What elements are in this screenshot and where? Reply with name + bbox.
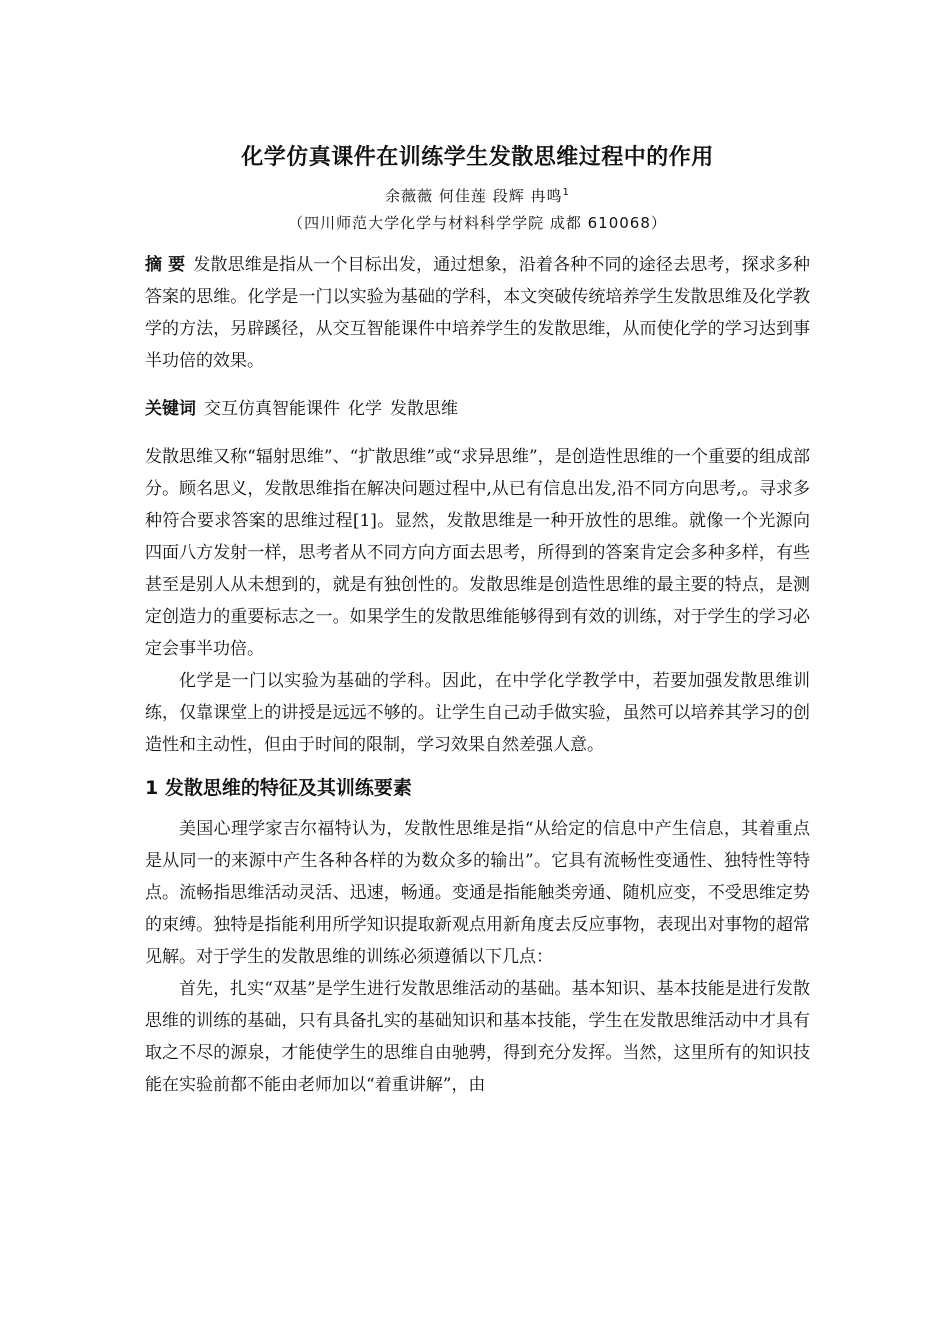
body-paragraph: 化学是一门以实验为基础的学科。因此，在中学化学教学中，若要加强发散思维训练，仅靠课堂上的讲授是远远不够的。让学生自己动手做实验，虽然可以培养其学习的创造性和主动性，但由于时间的限制，学习效果自然差强人意。 bbox=[145, 671, 810, 755]
abstract-text: 发散思维是指从一个目标出发，通过想象，沿着各种不同的途径去思考，探求多种答案的思维。化学是一门以实验为基础的学科，本文突破传统培养学生发散思维及化学教学的方法，另辟蹊径，从交互智能课件中培养学生的发散思维，从而使化学的学习达到事半功倍的效果。 bbox=[145, 255, 811, 371]
paper-title: 化学仿真课件在训练学生发散思维过程中的作用 bbox=[241, 145, 714, 170]
body-paragraph: 美国心理学家吉尔福特认为，发散性思维是指“从给定的信息中产生信息，其着重点是从同一的来源中产生各种各样的为数众多的输出”。它具有流畅性变通性、独特性等特点。流畅指思维活动灵活、迅速，畅通。变通是指能触类旁通、随机应变，不受思维定势的束缚。独特是指能利用所学知识提取新观点用新角度去反应事物，表现出对事物的超常见解。对于学生的发散思维的训练必须遵循以下几点： bbox=[145, 819, 810, 967]
keywords-label: 关键词 bbox=[145, 399, 196, 419]
abstract-label: 摘 要 bbox=[145, 255, 186, 275]
abstract bbox=[145, 249, 810, 377]
keyword: 发散思维 bbox=[390, 399, 458, 419]
authors-text: 余薇薇 何佳莲 段辉 冉鸣 bbox=[385, 187, 563, 205]
paper-page bbox=[145, 130, 810, 1101]
author-list bbox=[145, 185, 810, 206]
keywords bbox=[145, 393, 810, 425]
keyword: 化学 bbox=[348, 399, 382, 419]
body-paragraph: 首先，扎实“双基”是学生进行发散思维活动的基础。基本知识、基本技能是进行发散思维的训练的基础，只有具备扎实的基础知识和基本技能，学生在发散思维活动中才具有取之不尽的源泉，才能使学生的思维自由驰骋，得到充分发挥。当然，这里所有的知识技能在实验前都不能由老师加以“着重讲解”，由 bbox=[145, 979, 810, 1095]
keyword: 交互仿真智能课件 bbox=[204, 399, 340, 419]
section-heading: 1 发散思维的特征及其训练要素 bbox=[145, 777, 412, 799]
body-paragraph: 发散思维又称“辐射思维”、“扩散思维”或“求异思维”，是创造性思维的一个重要的组成部分。顾名思义，发散思维指在解决问题过程中,从已有信息出发,沿不同方向思考,。寻求多种符合要求答案的思维过程[1]。显然，发散思维是一种开放性的思维。就像一个光源向四面八方发射一样，思考者从不同方向方面去思考，所得到的答案肯定会多种多样，有些甚至是别人从未想到的，就是有独创性的。发散思维是创造性思维的最主要的特点，是测定创造力的重要标志之一。如果学生的发散思维能够得到有效的训练，对于学生的学习必定会事半功倍。 bbox=[145, 447, 810, 659]
affiliation: （四川师范大学化学与材料科学学院 成都 610068） bbox=[288, 214, 667, 232]
author-superscript: 1 bbox=[562, 187, 570, 198]
